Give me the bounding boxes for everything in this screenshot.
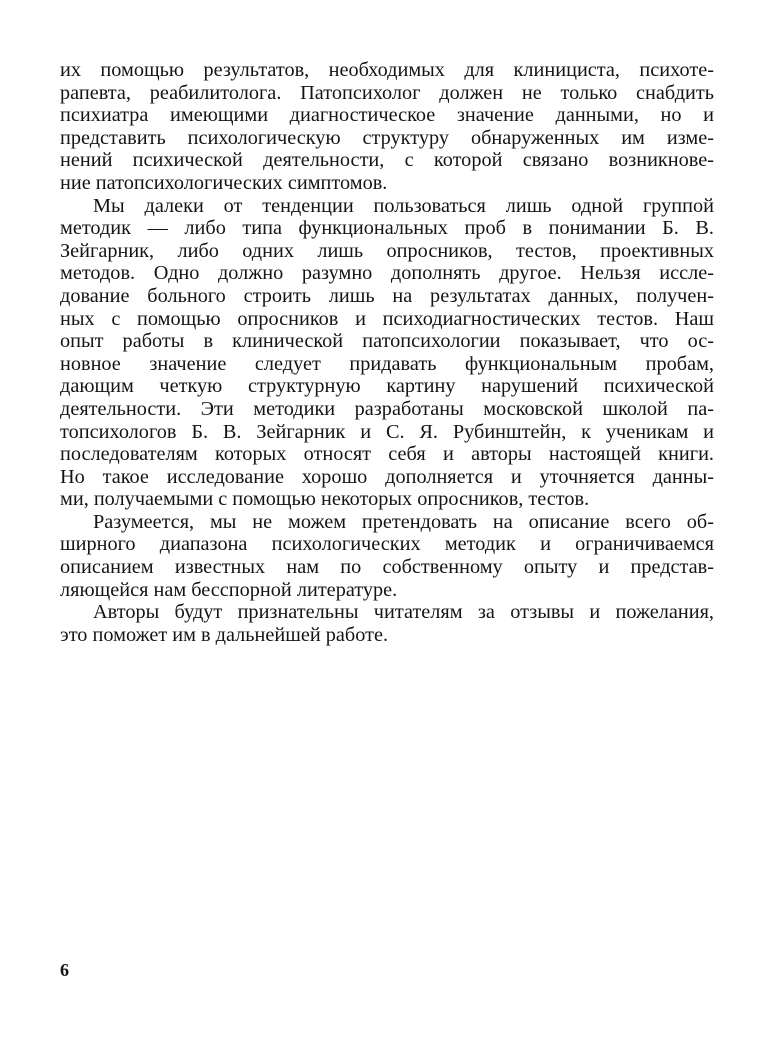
text-line: ных с помощью опросников и психодиагностических тестов. Наш bbox=[60, 307, 714, 330]
text-line: дающим четкую структурную картину нарушений психической bbox=[60, 375, 714, 398]
text-line: ширного диапазона психологических методик и ограничиваемся bbox=[60, 533, 714, 556]
text-line: Но такое исследование хорошо дополняется и уточняется данны- bbox=[60, 465, 714, 488]
text-line: рапевта, реабилитолога. Патопсихолог должен не только снабдить bbox=[60, 81, 714, 104]
text-line: топсихологов Б. В. Зейгарник и С. Я. Рубинштейн, к ученикам и bbox=[60, 420, 714, 443]
text-line: методик — либо типа функциональных проб в понимании Б. В. bbox=[60, 217, 714, 240]
text-line: Разумеется, мы не можем претендовать на описание всего об- bbox=[93, 510, 714, 533]
body-text bbox=[60, 59, 714, 646]
paragraph-4 bbox=[60, 601, 714, 646]
text-line: методов. Одно должно разумно дополнять другое. Нельзя иссле- bbox=[60, 262, 714, 285]
text-line: деятельности. Эти методики разработаны московской школой па- bbox=[60, 397, 714, 420]
text-line: ние патопсихологических симптомов. bbox=[60, 171, 388, 194]
text-line: психиатра имеющими диагностическое значение данными, но и bbox=[60, 104, 714, 127]
paragraph-2 bbox=[60, 195, 714, 511]
text-line: Авторы будут признательны читателям за отзывы и пожелания, bbox=[93, 601, 714, 624]
text-line: нений психической деятельности, с которой связано возникнове- bbox=[60, 149, 714, 172]
text-line: новное значение следует придавать функциональным пробам, bbox=[60, 352, 714, 375]
text-line: Зейгарник, либо одних лишь опросников, тестов, проективных bbox=[60, 239, 714, 262]
text-line: их помощью результатов, необходимых для клинициста, психоте- bbox=[60, 59, 714, 81]
paragraph-1 bbox=[60, 59, 714, 195]
text-line: последователям которых относят себя и авторы настоящей книги. bbox=[60, 443, 714, 466]
text-line: ляющейся нам бесспорной литературе. bbox=[60, 578, 398, 601]
paragraph-3 bbox=[60, 511, 714, 601]
text-line: дование больного строить лишь на результатах данных, получен- bbox=[60, 284, 714, 307]
page-number: 6 bbox=[60, 960, 69, 980]
text-line: Мы далеки от тенденции пользоваться лишь одной группой bbox=[93, 194, 714, 217]
text-line: ми, получаемыми с помощью некоторых опросников, тестов. bbox=[60, 488, 590, 511]
text-line: это поможет им в дальнейшей работе. bbox=[60, 623, 389, 646]
text-line: описанием известных нам по собственному опыту и представ- bbox=[60, 556, 714, 579]
text-line: опыт работы в клинической патопсихологии показывает, что ос- bbox=[60, 330, 714, 353]
text-line: представить психологическую структуру обнаруженных им изме- bbox=[60, 126, 714, 149]
